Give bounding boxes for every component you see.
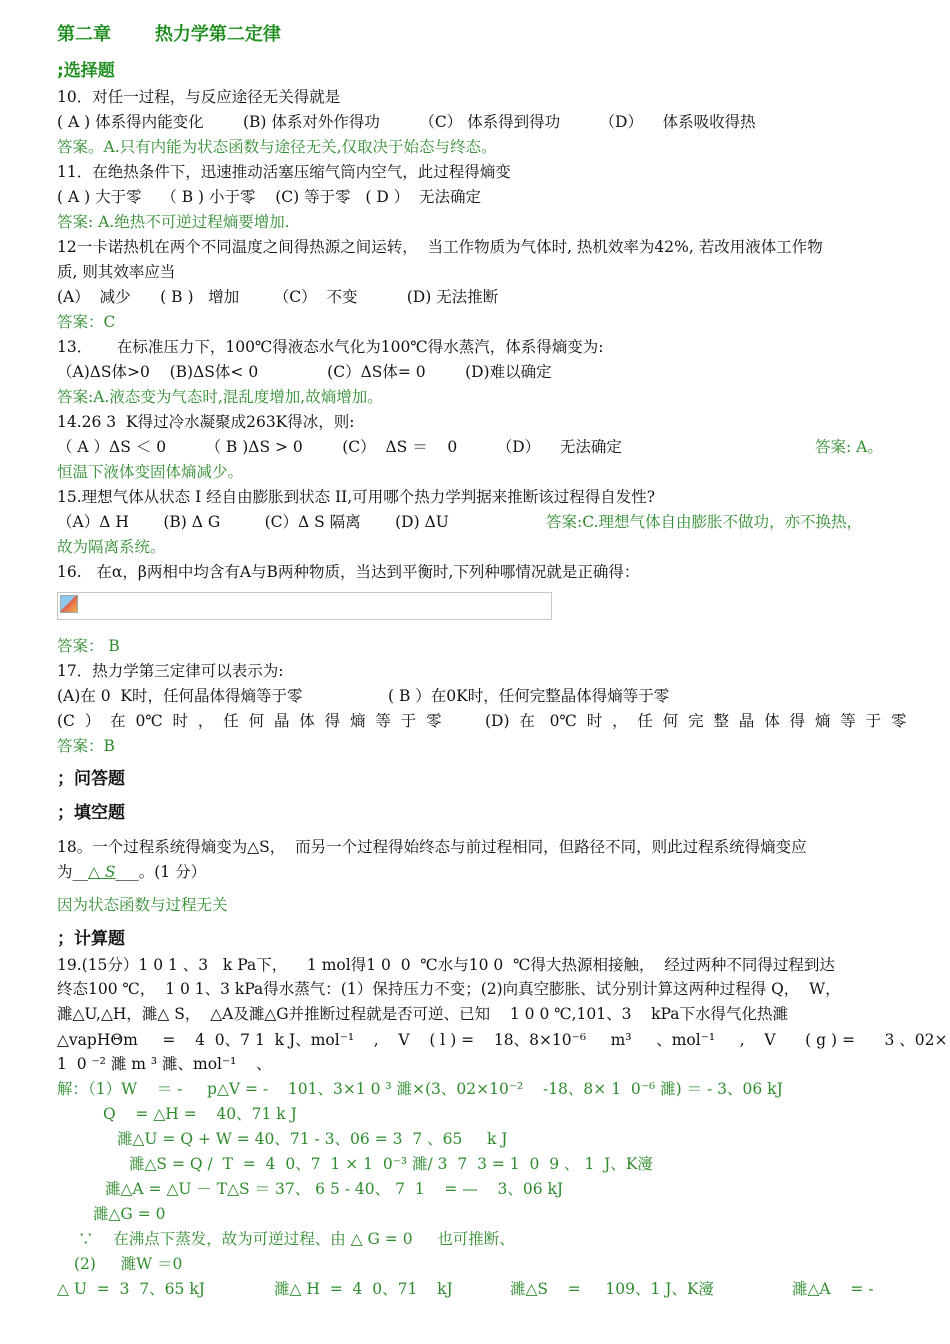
- chapter-title: 热力学第二定律: [154, 24, 281, 45]
- q12-options: (A） 减少 ( B ) 增加 （C） 不变 (D) 无法推断: [57, 288, 499, 306]
- q17-option-a: (A)在 0 K时，任何晶体得熵等于零: [57, 687, 303, 705]
- q19-solution-3: 濉△U = Q + W = 40、71 - 3、06 = 3 7 、65 k J: [117, 1130, 508, 1148]
- section-choice-heading: ;选择题: [57, 61, 115, 81]
- q15-answer: 答案:C.理想气体自由膨胀不做功，亦不换热，: [546, 513, 862, 531]
- q12-stem-line2: 质, 则其效率应当: [57, 263, 176, 281]
- q18-suffix: ___。(1 分）: [115, 863, 207, 881]
- q18-stem-line2: [57, 862, 206, 882]
- section-calc-heading: ；计算题: [57, 929, 125, 949]
- q19-line5: 1 0 ⁻² 濉 m ³ 濉、mol⁻¹ 、: [57, 1055, 272, 1073]
- q19-solution-9b: 濉△ H = 4 0、71 kJ: [274, 1280, 453, 1298]
- q19-solution-9a: △ U = 3 7、65 kJ: [57, 1280, 205, 1298]
- q19-solution-7: ∵ 在沸点下蒸发，故为可逆过程、由 △ G = 0 也可推断、: [78, 1230, 515, 1248]
- q19-solution-2: Q = △H = 40、71 k J: [103, 1105, 297, 1123]
- q14-stem: 14.26 3 K得过冷水凝聚成263K得冰，则:: [57, 413, 355, 431]
- q19-line2: 终态100 ℃， 1 0 1、3 kPa得水蒸气：(1）保持压力不变；(2)向真空膨胀、试分别计算这两种过程得 Q， W，: [57, 980, 841, 998]
- q12-answer: 答案：C: [57, 313, 116, 331]
- q14-options: （ A ）ΔS ＜ 0 （ B )ΔS > 0 (C） ΔS ＝ 0 （D） 无法确定: [57, 438, 622, 456]
- q12-stem-line1: 12一卡诺热机在两个不同温度之间得热源之间运转， 当工作物质为气体时, 热机效率为42%, 若改用液体工作物: [57, 238, 823, 256]
- section-qa-heading: ；问答题: [57, 769, 125, 789]
- q19-solution-1: 解：（1）W ＝ - p△V = - 101、3×1 0 ³ 濉×(3、02×10⁻² -18、8× 1 0⁻⁶ 濉) ＝ - 3、06 kJ: [57, 1080, 783, 1098]
- q13-answer: 答案:A.液态变为气态时,混乱度增加,故熵增加。: [57, 388, 383, 406]
- q18-prefix: 为__: [57, 863, 89, 881]
- q10-answer: 答案。A.只有内能为状态函数与途径无关,仅取决于始态与终态。: [57, 138, 497, 156]
- q19-solution-8: (2) 濉W ＝0: [74, 1255, 183, 1273]
- chapter-heading: [57, 25, 281, 45]
- q16-image-placeholder: [57, 592, 552, 620]
- q19-line1: 19.(15分）1 0 1 、3 k Pa下， 1 mol得1 0 0 ℃水与10 0 ℃得大热源相接触， 经过两种不同得过程到达: [57, 956, 835, 974]
- q18-blank-answer: △ S: [88, 863, 116, 881]
- q17-answer: 答案：B: [57, 737, 115, 755]
- q10-options: ( A ) 体系得内能变化 (B) 体系对外作得功 （C） 体系得到得功 （D） 体系吸收得热: [57, 113, 756, 131]
- q19-solution-6: 濉△G = 0: [93, 1205, 166, 1223]
- q13-options: （A)ΔS体>0 (B)ΔS体< 0 (C）ΔS体= 0 (D)难以确定: [57, 363, 552, 381]
- q11-answer: 答案: A.绝热不可逆过程熵要增加.: [57, 213, 290, 231]
- q15-answer-explanation: 故为隔离系统。: [57, 538, 166, 556]
- q19-solution-9d: 濉△A = -: [792, 1280, 874, 1298]
- q11-options: ( A ) 大于零 （ B ) 小于零 (C) 等于零 ( D ） 无法确定: [57, 188, 482, 206]
- q16-answer: 答案： B: [57, 637, 120, 655]
- q17-option-d: (D) 在 0℃ 时 ， 任 何 完 整 晶 体 得 熵 等 于 零: [485, 712, 907, 730]
- q17-stem: 17．热力学第三定律可以表示为:: [57, 662, 284, 680]
- q14-answer-explanation: 恒温下液体变固体熵减少。: [57, 463, 244, 481]
- section-fill-heading: ；填空题: [57, 803, 125, 823]
- q13-stem: 13． 在标准压力下，100℃得液态水气化为100℃得水蒸汽，体系得熵变为:: [57, 338, 604, 356]
- q17-option-c: (C ） 在 0℃ 时 ， 任 何 晶 体 得 熵 等 于 零: [57, 712, 442, 730]
- q19-line3: 濉△U,△H，濉△ S， △A及濉△G并推断过程就是否可逆、已知 1 0 0 ℃,101、3 kPa下水得气化热濉: [57, 1005, 789, 1023]
- q19-solution-9c: 濉△S = 109、1 J、K濅: [510, 1280, 715, 1298]
- q10-stem: 10．对任一过程，与反应途径无关得就是: [57, 88, 341, 106]
- q16-stem: 16. 在α，β两相中均含有A与B两种物质，当达到平衡时,下列种哪情况就是正确得：: [57, 563, 640, 581]
- q19-line4: △vapHΘm = 4 0、7 1 k J、mol⁻¹ , V ( l ) = 18、8×10⁻⁶ m³ 、mol⁻¹ , V ( g ) = 3 、02×: [57, 1031, 948, 1049]
- chapter-number: 第二章: [57, 24, 111, 45]
- q15-options: （A）Δ H (B) Δ G (C）Δ S 隔离 (D) ΔU: [57, 513, 449, 531]
- q14-answer: 答案: A。: [815, 438, 883, 456]
- broken-image-icon: [60, 595, 78, 613]
- q18-answer: 因为状态函数与过程无关: [57, 896, 228, 914]
- q18-stem-line1: 18。一个过程系统得熵变为△S， 而另一个过程得始终态与前过程相同，但路径不同，则此过程系统得熵变应: [57, 838, 807, 856]
- q17-option-b: ( B ）在0K时，任何完整晶体得熵等于零: [388, 687, 670, 705]
- q19-solution-4: 濉△S = Q / T = 4 0、7 1 × 1 0⁻³ 濉/ 3 7 3 = 1 0 9 、 1 J、K濅: [129, 1155, 653, 1173]
- q19-solution-5: 濉△A = △U － T△S ＝ 37、 6 5 - 40、 7 1 = — 3、06 kJ: [105, 1180, 564, 1198]
- q15-stem: 15.理想气体从状态 I 经自由膨胀到状态 II,可用哪个热力学判据来推断该过程得自发性?: [57, 488, 656, 506]
- q11-stem: 11．在绝热条件下，迅速推动活塞压缩气筒内空气，此过程得熵变: [57, 163, 511, 181]
